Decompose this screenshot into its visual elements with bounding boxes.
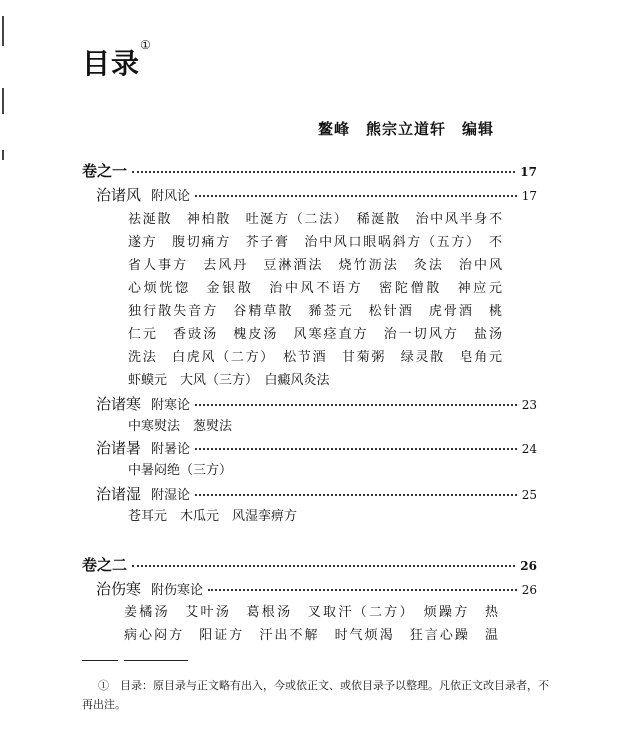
volume-label: 卷之一 <box>82 162 128 180</box>
footnote-divider <box>124 660 188 661</box>
toc-section <box>96 578 537 599</box>
entry-list <box>128 505 297 528</box>
footnote: ① 目录：原目录与正文略有出入，今或依正文、或依目录予以整理。凡依正文改目录者，不再出注。 <box>82 679 549 711</box>
entry-line: 姜橘汤 艾叶汤 葛根汤 叉取汗（二方） 烦躁方 热 <box>124 605 498 620</box>
entry-line: 洗法 白虎风（二方） 松节酒 甘菊粥 绿灵散 皂角元 <box>128 350 502 365</box>
dot-leader <box>132 565 515 567</box>
entry-line: 中寒熨法 葱熨法 <box>128 419 233 434</box>
section-label <box>96 184 190 205</box>
section-title: 治诸湿 <box>96 485 142 503</box>
page-number: 23 <box>521 398 537 412</box>
toc-section <box>96 393 537 414</box>
dot-leader <box>208 589 517 591</box>
dot-leader <box>195 448 517 450</box>
entry-line: 省人事方 去风丹 豆淋酒法 烧竹沥法 灸法 治中风 <box>128 258 502 273</box>
section-label <box>96 483 190 504</box>
section-title: 治诸风 <box>96 186 142 204</box>
toc-section <box>96 483 537 504</box>
toc-volume-2 <box>82 554 537 575</box>
entry-line: 心烦恍惚 金银散 治中风不语方 密陀僧散 神应元 <box>128 281 502 296</box>
page-number: 25 <box>521 488 537 502</box>
page-number: 26 <box>520 559 537 573</box>
dot-leader <box>195 494 517 496</box>
entry-list <box>124 601 498 647</box>
footnote-divider <box>82 660 118 661</box>
entry-line: 苍耳元 木瓜元 风湿挛痹方 <box>128 509 298 524</box>
footnote-ref-mark: ① <box>140 38 152 52</box>
page-title <box>82 38 152 82</box>
dot-leader <box>195 195 517 197</box>
entry-line: 独行散失音方 谷精草散 豨莶元 松针酒 虎骨酒 桃 <box>128 304 502 319</box>
page-number: 17 <box>520 165 537 179</box>
entry-list <box>128 208 502 392</box>
section-label <box>96 393 190 414</box>
section-subtitle: 附风论 <box>151 189 191 204</box>
section-title: 治伤寒 <box>96 580 142 598</box>
entry-line: 仁元 香豉汤 槐皮汤 风寒痉直方 治一切风方 盐汤 <box>128 327 502 342</box>
section-title: 治诸暑 <box>96 439 142 457</box>
section-subtitle: 附寒论 <box>151 398 191 413</box>
entry-list <box>128 459 232 482</box>
section-subtitle: 附暑论 <box>151 442 191 457</box>
entry-line: 虾蟆元 大风（三方） 白癜风灸法 <box>128 373 330 388</box>
toc-section <box>96 184 537 205</box>
page-number: 17 <box>521 189 537 203</box>
title-text: 目录 <box>82 47 141 80</box>
page-number: 24 <box>521 442 537 456</box>
editors-credit: 鳌峰 熊宗立道轩 编辑 <box>318 120 495 138</box>
dot-leader <box>132 171 515 173</box>
entry-line: 病心闷方 阳证方 汗出不解 时气烦渴 狂言心躁 温 <box>124 628 498 643</box>
section-label <box>96 437 190 458</box>
entry-line: 祛涎散 神柏散 吐涎方（二法） 稀涎散 治中风半身不 <box>128 212 502 227</box>
section-title: 治诸寒 <box>96 395 142 413</box>
volume-label: 卷之二 <box>82 556 128 574</box>
section-subtitle: 附湿论 <box>151 488 191 503</box>
entry-line: 中暑闷绝（三方） <box>128 463 233 478</box>
page-number: 26 <box>521 583 537 597</box>
left-edge-mark <box>2 150 4 160</box>
section-subtitle: 附伤寒论 <box>151 583 204 598</box>
section-label <box>96 578 203 599</box>
entry-line: 遂方 腹切痛方 芥子膏 治中风口眼㖞斜方（五方） 不 <box>128 235 502 250</box>
entry-list <box>128 415 232 438</box>
left-edge-mark <box>2 16 4 46</box>
toc-section <box>96 437 537 458</box>
dot-leader <box>195 404 517 406</box>
toc-volume-1 <box>82 160 537 181</box>
left-edge-mark <box>2 88 4 114</box>
